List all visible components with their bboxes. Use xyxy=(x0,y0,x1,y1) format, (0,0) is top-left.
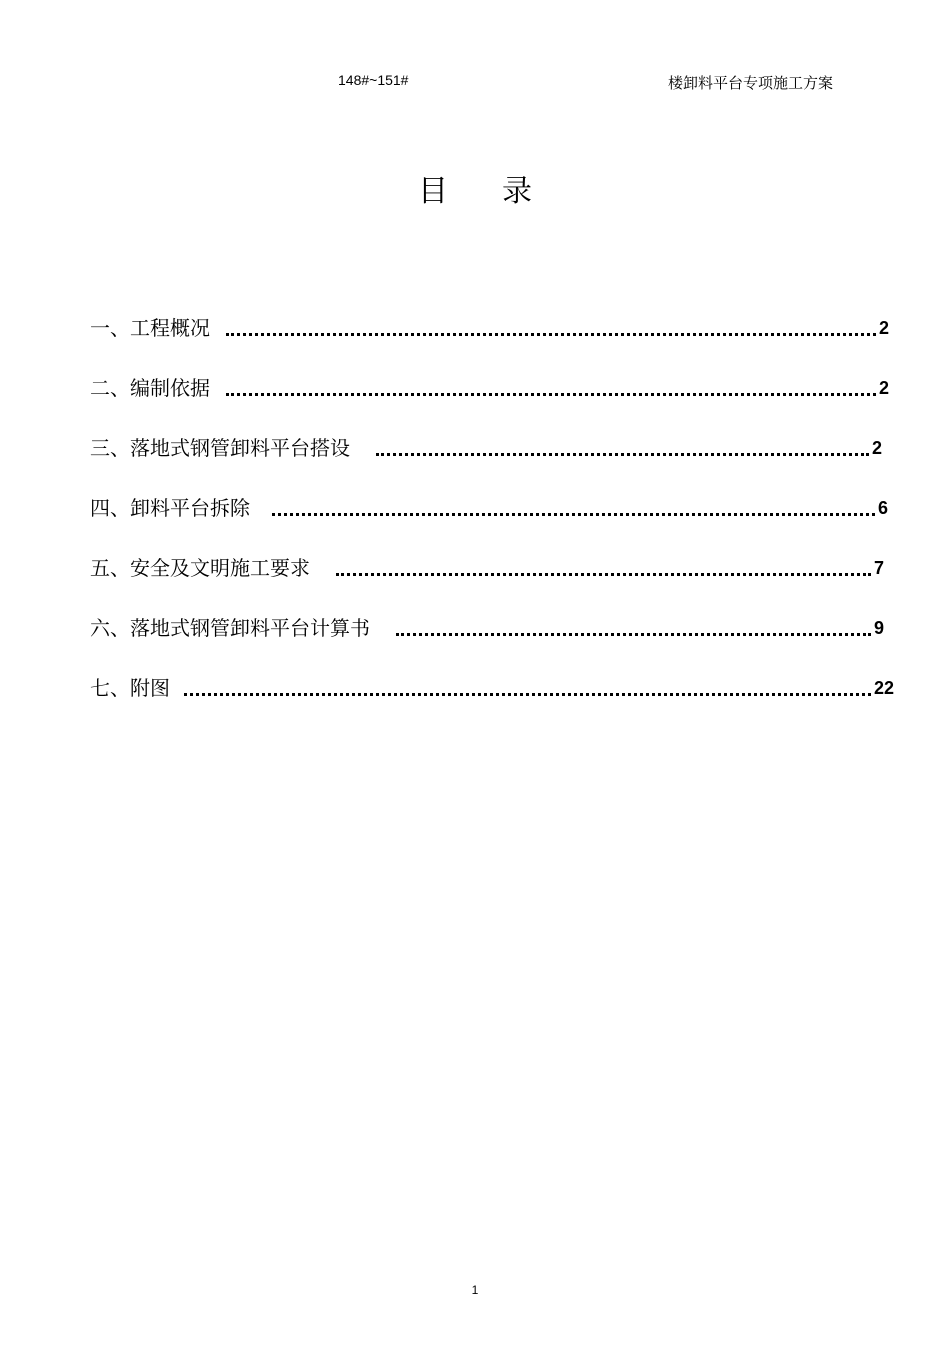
toc-entry-1[interactable] xyxy=(90,313,889,343)
toc-entry-4[interactable] xyxy=(90,493,888,523)
toc-entry-page: 22 xyxy=(873,678,894,698)
toc-dot-leader xyxy=(396,613,871,643)
toc-dot-leader xyxy=(272,493,875,523)
toc-dot-leader xyxy=(226,373,876,403)
toc-entry-6[interactable] xyxy=(90,613,884,643)
toc-dot-leader xyxy=(336,553,871,583)
toc-entry-page: 9 xyxy=(873,618,884,638)
toc-dot-leader xyxy=(184,673,871,703)
toc-entry-label: 六、落地式钢管卸料平台计算书 xyxy=(90,616,370,640)
toc-entry-label: 一、工程概况 xyxy=(90,316,210,340)
toc-entry-page: 2 xyxy=(878,318,889,338)
toc-dot-leader xyxy=(376,433,869,463)
toc-entry-3[interactable] xyxy=(90,433,882,463)
toc-entry-page: 7 xyxy=(873,558,884,578)
page-number: 1 xyxy=(471,1283,479,1297)
header-project-range: 148#~151# xyxy=(338,72,409,88)
toc-entry-2[interactable] xyxy=(90,373,889,403)
toc-entry-5[interactable] xyxy=(90,553,884,583)
toc-entry-label: 四、卸料平台拆除 xyxy=(90,496,250,520)
toc-entry-7[interactable] xyxy=(90,673,894,703)
page-title: 目录 xyxy=(418,174,586,209)
toc-entry-label: 三、落地式钢管卸料平台搭设 xyxy=(90,436,350,460)
header-document-title: 楼卸料平台专项施工方案 xyxy=(668,74,834,92)
toc-dot-leader xyxy=(226,313,876,343)
toc-entry-page: 6 xyxy=(877,498,888,518)
toc-entry-label: 七、附图 xyxy=(90,676,170,700)
toc-entry-label: 二、编制依据 xyxy=(90,376,210,400)
toc-entry-page: 2 xyxy=(871,438,882,458)
toc-entry-page: 2 xyxy=(878,378,889,398)
toc-entry-label: 五、安全及文明施工要求 xyxy=(90,556,310,580)
